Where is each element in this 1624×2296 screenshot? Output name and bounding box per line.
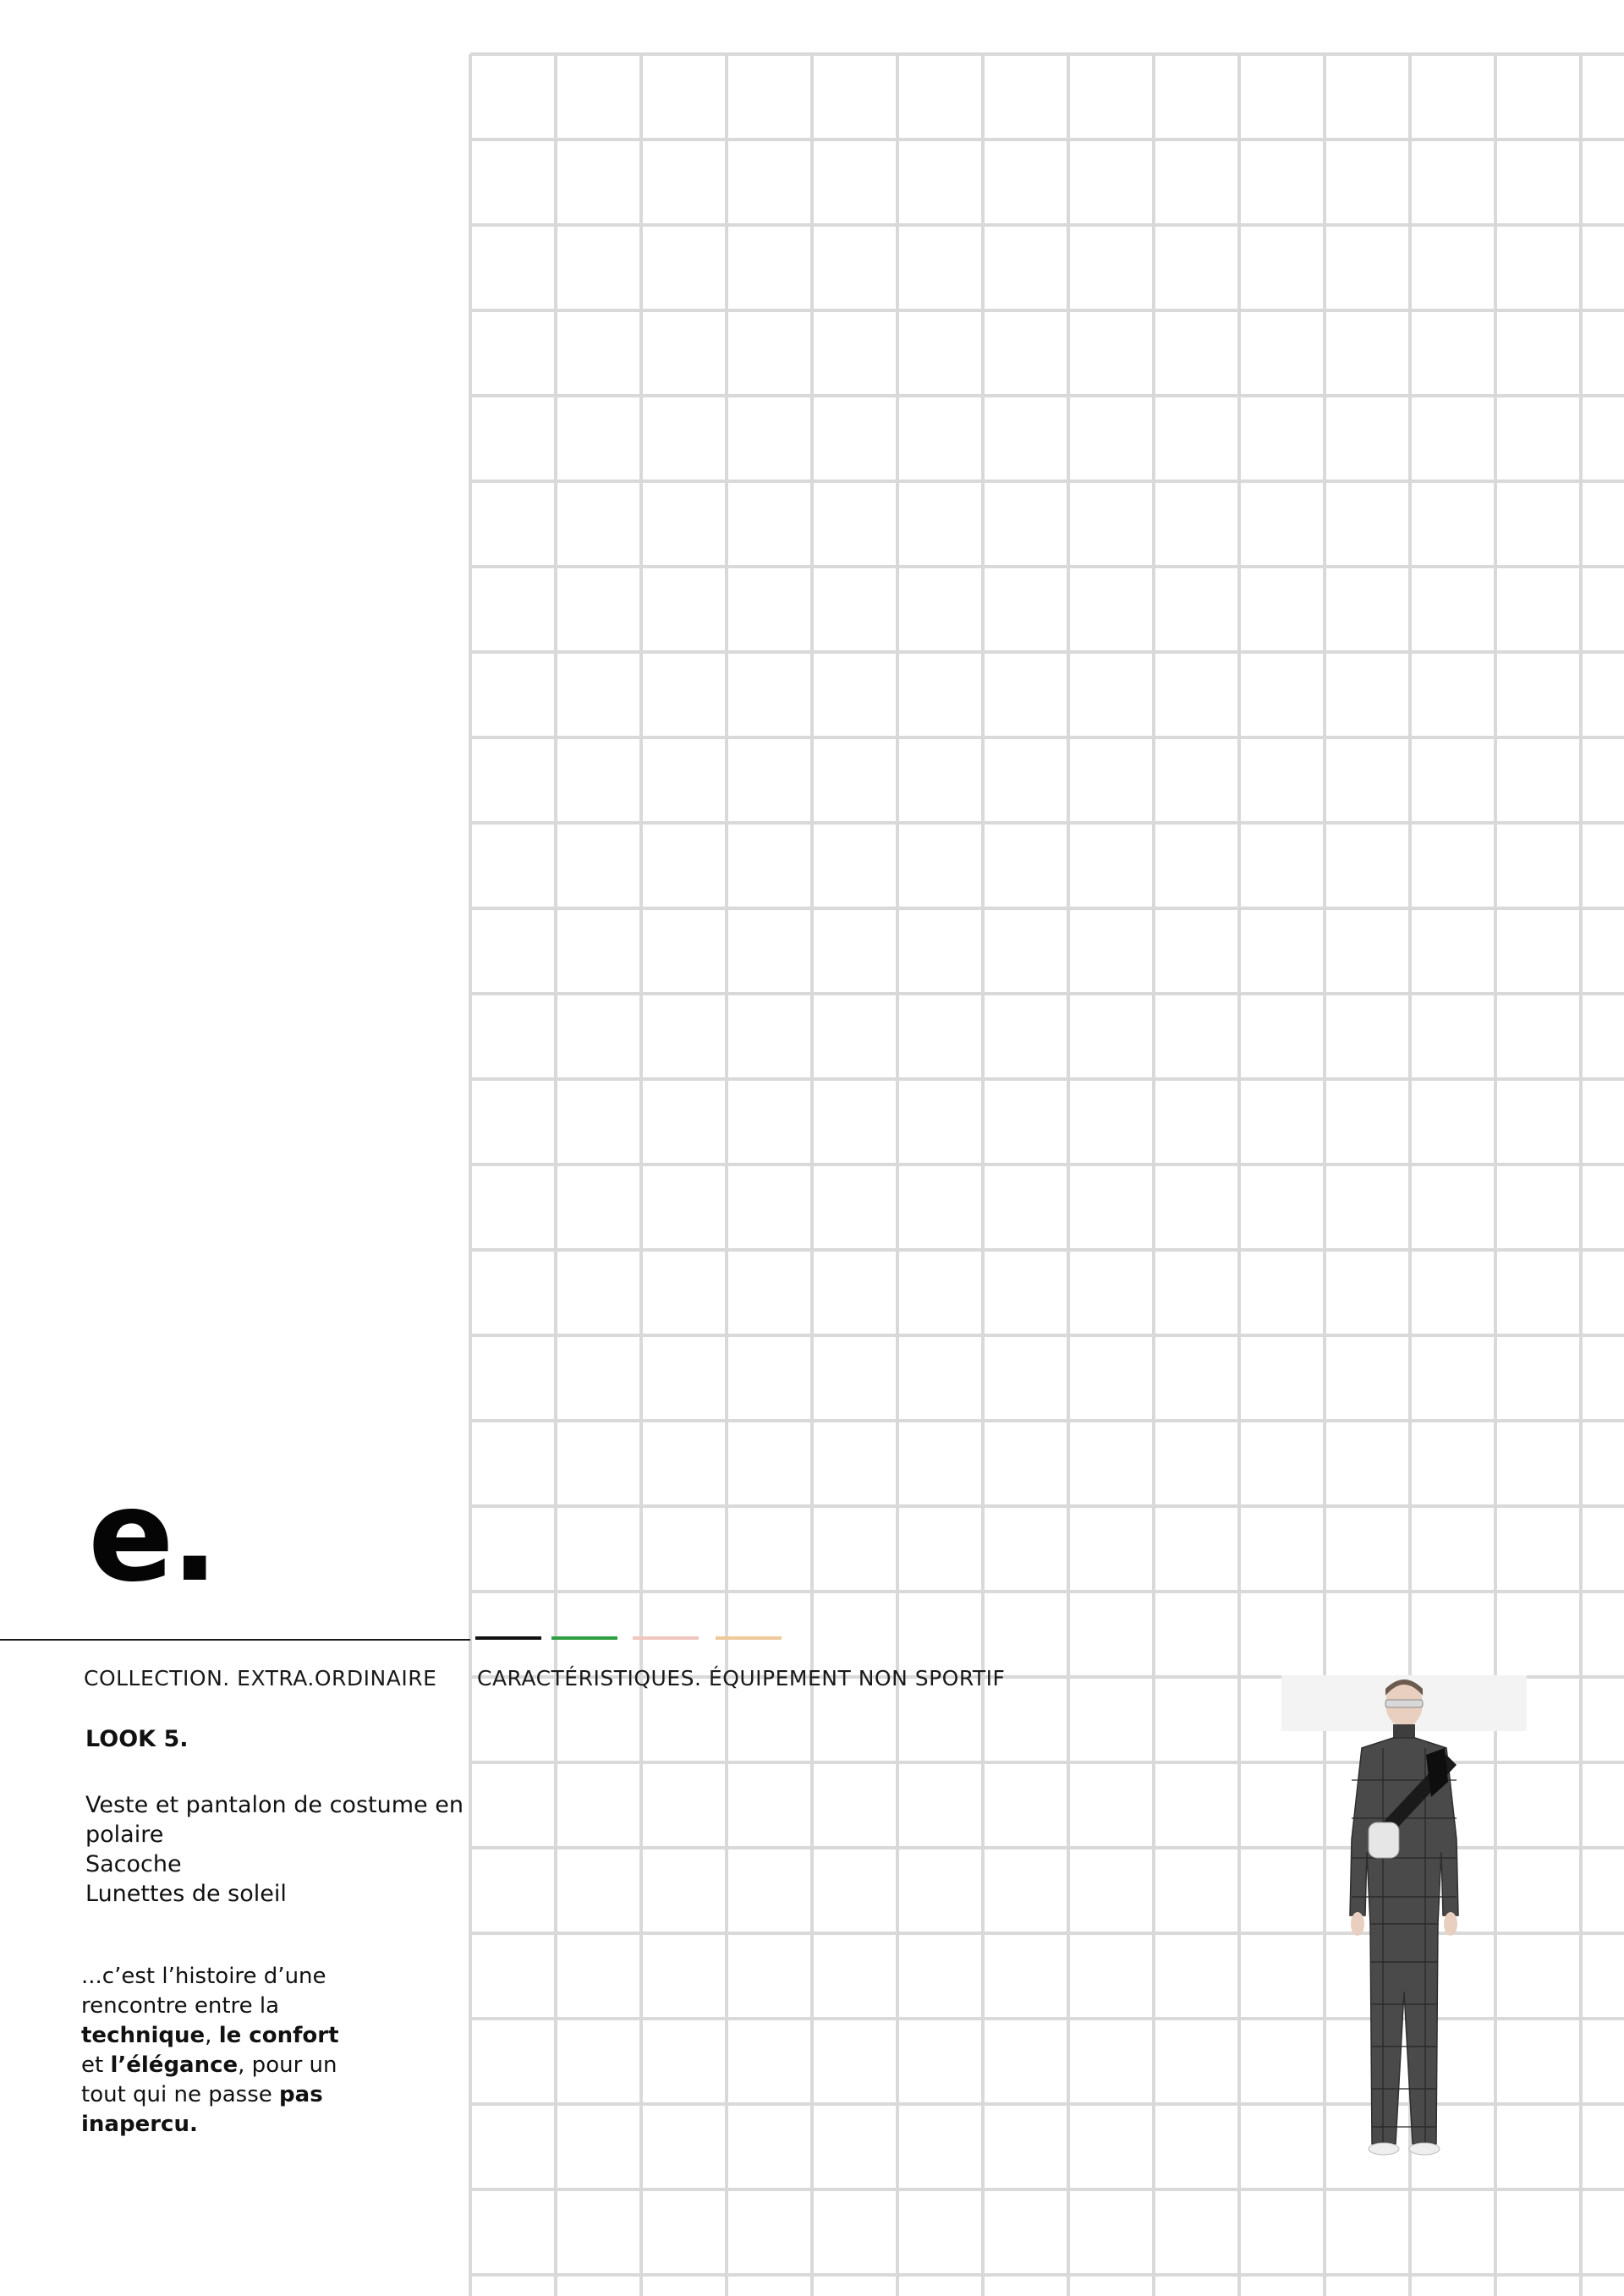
collection-label: COLLECTION. EXTRA.ORDINAIRE <box>84 1666 437 1690</box>
section-divider <box>0 1639 470 1641</box>
color-swatch-black <box>475 1636 541 1640</box>
story-emphasis: technique <box>81 2023 206 2048</box>
look-items <box>85 1790 462 1909</box>
shoe-left <box>1369 2143 1399 2155</box>
story-line <box>81 1962 386 1992</box>
hand-right <box>1444 1912 1457 1936</box>
hand-left <box>1351 1912 1364 1936</box>
look-item: Lunettes de soleil <box>85 1881 287 1907</box>
story-text: tout qui ne passe <box>81 2082 280 2107</box>
story-line <box>81 2110 386 2140</box>
shoe-right <box>1409 2143 1440 2155</box>
look-item: polaire <box>85 1822 164 1848</box>
sunglasses-icon <box>1385 1700 1423 1707</box>
sacoche-icon <box>1369 1822 1399 1858</box>
story-emphasis: inapercu. <box>81 2112 198 2137</box>
color-swatch-pink <box>633 1636 699 1640</box>
story-text: , pour un <box>238 2052 337 2078</box>
story-line <box>81 2080 386 2110</box>
story-line <box>81 2051 386 2080</box>
story-text: ...c’est l’histoire d’une <box>81 1964 326 1989</box>
look-item: Veste et pantalon de costume en <box>85 1792 464 1818</box>
features-label: CARACTÉRISTIQUES. ÉQUIPEMENT NON SPORTIF <box>477 1666 1006 1690</box>
story-text: et <box>81 2052 111 2078</box>
look-title: LOOK 5. <box>85 1726 189 1752</box>
brand-logo: e. <box>88 1463 216 1610</box>
trousers-shape <box>1370 1924 1438 2144</box>
story-paragraph <box>81 1962 386 2140</box>
model-figure-icon <box>1269 1670 1539 2195</box>
story-line <box>81 1992 386 2021</box>
story-text: rencontre entre la <box>81 1993 280 2019</box>
look-item: Sacoche <box>85 1851 182 1877</box>
story-line <box>81 2021 386 2051</box>
story-text: , <box>205 2023 219 2048</box>
story-emphasis: pas <box>279 2082 323 2107</box>
color-swatch-beige <box>716 1636 782 1640</box>
color-swatch-green <box>551 1636 617 1640</box>
story-emphasis: le confort <box>218 2023 339 2048</box>
story-emphasis: l’élégance <box>110 2052 239 2078</box>
